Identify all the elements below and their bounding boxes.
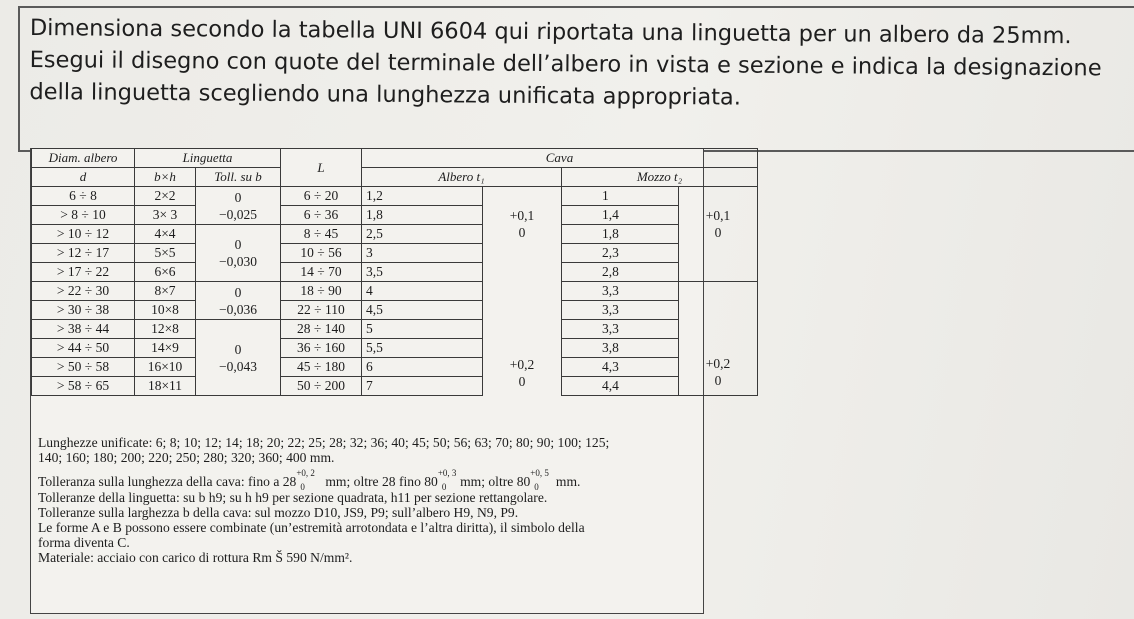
cell-t2: 3,3 <box>562 282 679 301</box>
cell-bh: 3× 3 <box>135 206 196 225</box>
toll-cava-tol-2 <box>437 467 457 492</box>
cell-t1: 4,5 <box>362 301 483 320</box>
cell-t2: 3,3 <box>562 301 679 320</box>
cell-d: > 30 ÷ 38 <box>32 301 135 320</box>
materiale-line: Materiale: acciaio con carico di rottura Rm Š 590 N/mm². <box>38 549 353 565</box>
cell-t1-tol-group-2 <box>483 282 562 396</box>
table-row <box>32 377 758 396</box>
cell-L: 6 ÷ 36 <box>281 206 362 225</box>
cell-d: > 38 ÷ 44 <box>32 320 135 339</box>
header-cava: Cava <box>362 149 758 168</box>
cell-L: 28 ÷ 140 <box>281 320 362 339</box>
cell-d: > 50 ÷ 58 <box>32 358 135 377</box>
cell-L: 10 ÷ 56 <box>281 244 362 263</box>
cell-L: 14 ÷ 70 <box>281 263 362 282</box>
tol-upper: +0, 2 <box>296 467 315 478</box>
cell-t1: 4 <box>362 282 483 301</box>
cell-t2-tol-group-1 <box>679 187 758 282</box>
cell-bh: 18×11 <box>135 377 196 396</box>
cell-t1: 6 <box>362 358 483 377</box>
toll-upper: 0 <box>234 189 242 205</box>
tolleranze-linguetta-line: Tolleranze della linguetta: su b h9; su h h9 per sezione quadrata, h11 per sezione rettangolare. <box>38 489 548 505</box>
toll-cava-text-d: mm. <box>555 474 581 489</box>
tol-lower: 0 <box>300 481 305 492</box>
cell-t2: 1,8 <box>562 225 679 244</box>
table-row <box>32 282 758 301</box>
header-d: d <box>32 168 135 187</box>
task-statement <box>29 12 1130 117</box>
cell-t1: 3 <box>362 244 483 263</box>
key-dimension-table <box>31 148 758 396</box>
cell-L: 45 ÷ 180 <box>281 358 362 377</box>
tolleranze-larghezza-line: Tolleranze sulla larghezza b della cava: sul mozzo D10, JS9, P9; sull’albero H9, N9, P9. <box>38 504 519 520</box>
cell-bh: 8×7 <box>135 282 196 301</box>
cell-t1-tol-group-1 <box>483 187 562 282</box>
cell-bh: 6×6 <box>135 263 196 282</box>
cell-t1: 5 <box>362 320 483 339</box>
cell-t2-tol-group-2 <box>679 282 758 396</box>
tolleranza-cava-line <box>38 467 706 492</box>
cell-bh: 16×10 <box>135 358 196 377</box>
cell-d: > 58 ÷ 65 <box>32 377 135 396</box>
tol-lower: 0 <box>534 481 539 492</box>
table-row <box>32 339 758 358</box>
toll-lower: −0,043 <box>219 358 257 374</box>
cell-t1: 5,5 <box>362 339 483 358</box>
header-linguetta: Linguetta <box>135 149 281 168</box>
cell-toll-group-2 <box>196 225 281 282</box>
toll-upper: 0 <box>234 237 242 252</box>
t1-tol-upper: +0,1 <box>509 208 535 223</box>
tol-upper: +0, 3 <box>437 467 457 478</box>
cell-bh: 12×8 <box>135 320 196 339</box>
toll-upper: 0 <box>234 284 242 300</box>
lunghezze-line-1: Lunghezze unificate: 6; 8; 10; 12; 14; 18; 20; 22; 25; 28; 32; 36; 40; 45; 50; 56; 63; 70; 80; 90; 100; 125; <box>38 435 610 450</box>
cell-toll-group-3 <box>196 282 281 320</box>
toll-lower: −0,025 <box>219 206 257 222</box>
table-row <box>32 301 758 320</box>
toll-cava-text-c: mm; oltre 80 <box>460 474 531 489</box>
table-row <box>32 187 758 206</box>
cell-bh: 4×4 <box>135 225 196 244</box>
cell-L: 6 ÷ 20 <box>281 187 362 206</box>
cell-toll-group-4 <box>196 320 281 396</box>
cell-t2: 4,4 <box>562 377 679 396</box>
t2-tol-lower: 0 <box>714 373 722 388</box>
table-row <box>32 320 758 339</box>
header-diam: Diam. albero <box>32 149 135 168</box>
toll-upper: 0 <box>234 341 242 357</box>
header-L: L <box>281 149 362 187</box>
table-row <box>32 263 758 282</box>
cell-t1: 1,2 <box>362 187 483 206</box>
cell-L: 22 ÷ 110 <box>281 301 362 320</box>
cell-t2: 1 <box>562 187 679 206</box>
cell-t2: 2,8 <box>562 263 679 282</box>
toll-cava-tol-1 <box>296 467 315 492</box>
header-albero: Albero t₁ <box>362 168 562 187</box>
cell-bh: 14×9 <box>135 339 196 358</box>
cell-L: 8 ÷ 45 <box>281 225 362 244</box>
forme-line-1: Le forme A e B possono essere combinate (un’estremità arrotondata e l’altra diritta), il simbolo della <box>38 519 585 535</box>
lunghezze-line-2: 140; 160; 180; 200; 220; 250; 280; 320; 360; 400 mm. <box>38 450 335 465</box>
tol-upper: +0, 5 <box>530 467 549 478</box>
cell-t1: 2,5 <box>362 225 483 244</box>
table-row <box>32 358 758 377</box>
t1-tol-lower: 0 <box>518 373 526 389</box>
table-row <box>32 244 758 263</box>
cell-t1: 1,8 <box>362 206 483 225</box>
cell-d: > 10 ÷ 12 <box>32 225 135 244</box>
table-row <box>32 206 758 225</box>
tol-lower: 0 <box>441 481 447 492</box>
table-row <box>32 225 758 244</box>
t1-tol-upper: +0,2 <box>509 356 535 372</box>
cell-t2: 3,8 <box>562 339 679 358</box>
header-toll: Toll. su b <box>196 168 281 187</box>
task-line-1: Dimensiona secondo la tabella UNI 6604 qui riportata una linguetta per un albero da 25mm. <box>29 14 1072 50</box>
cell-t2: 4,3 <box>562 358 679 377</box>
toll-lower: −0,030 <box>219 254 257 269</box>
cell-bh: 10×8 <box>135 301 196 320</box>
cell-t1: 3,5 <box>362 263 483 282</box>
t1-tol-lower: 0 <box>518 225 526 240</box>
cell-L: 18 ÷ 90 <box>281 282 362 301</box>
cell-toll-group-1 <box>196 187 281 225</box>
cell-d: > 44 ÷ 50 <box>32 339 135 358</box>
header-bxh: b×h <box>135 168 196 187</box>
toll-cava-text-a: Tolleranza sulla lunghezza della cava: fino a 28 <box>38 474 297 489</box>
toll-cava-text-b: mm; oltre 28 fino 80 <box>325 474 438 489</box>
cell-L: 36 ÷ 160 <box>281 339 362 358</box>
cell-d: > 8 ÷ 10 <box>32 206 135 225</box>
t2-tol-lower: 0 <box>714 225 722 240</box>
cell-t2: 3,3 <box>562 320 679 339</box>
cell-bh: 5×5 <box>135 244 196 263</box>
cell-L: 50 ÷ 200 <box>281 377 362 396</box>
cell-bh: 2×2 <box>135 187 196 206</box>
header-row-2 <box>32 168 758 187</box>
cell-t2: 1,4 <box>562 206 679 225</box>
task-line-3: della linguetta scegliendo una lunghezza unificata appropriata. <box>29 78 742 111</box>
forme-line-2: forma diventa C. <box>38 534 130 550</box>
cell-d: > 22 ÷ 30 <box>32 282 135 301</box>
cell-d: > 12 ÷ 17 <box>32 244 135 263</box>
cell-t1: 7 <box>362 377 483 396</box>
header-mozzo: Mozzo t₂ <box>562 168 758 187</box>
toll-cava-tol-3 <box>530 467 549 492</box>
table-notes <box>38 435 706 565</box>
task-line-2: Esegui il disegno con quote del terminale dell’albero in vista e sezione e indica la designazione <box>29 46 1102 82</box>
cell-d: 6 ÷ 8 <box>32 187 135 206</box>
t2-tol-upper: +0,1 <box>705 208 731 223</box>
cell-t2: 2,3 <box>562 244 679 263</box>
cell-d: > 17 ÷ 22 <box>32 263 135 282</box>
t2-tol-upper: +0,2 <box>705 356 731 371</box>
header-row-1 <box>32 149 758 168</box>
toll-lower: −0,036 <box>219 301 257 317</box>
